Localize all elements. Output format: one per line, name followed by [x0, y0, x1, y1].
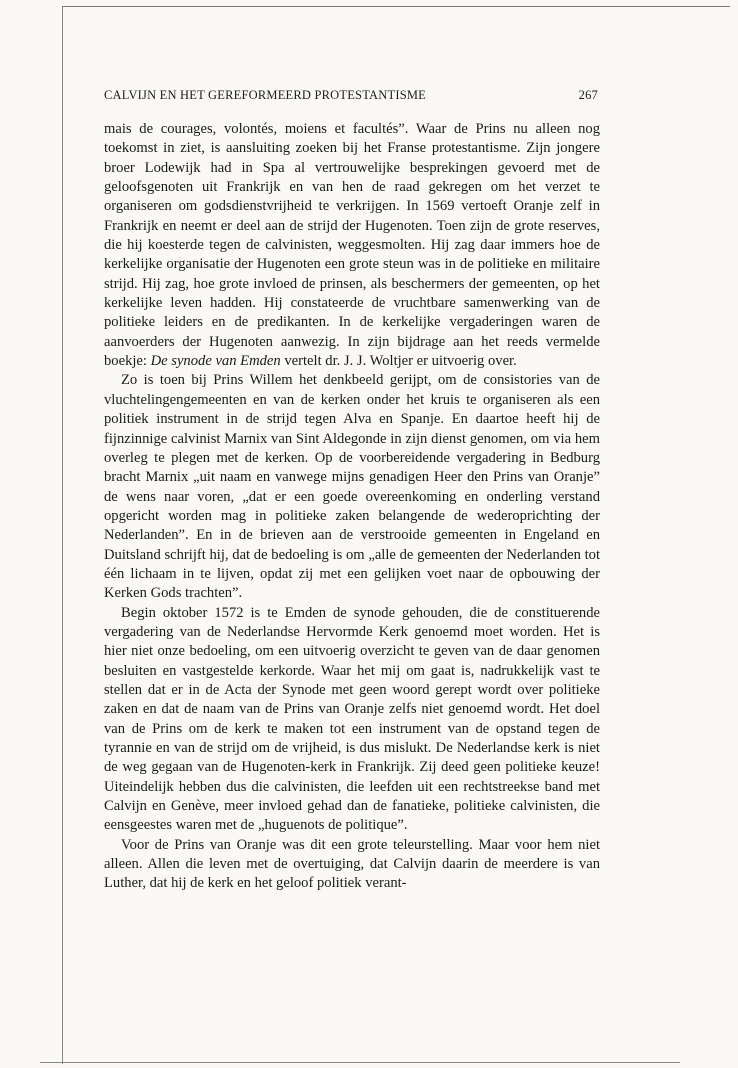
paragraph-3: Begin oktober 1572 is te Emden de synode gehouden, die de constituerende vergadering van de Nederlandse Hervormde Kerk genoemd moet worden. Het is hier niet onze bedoeling, om een uitvoerig overzicht te geven van de daar genomen besluiten en vastgestelde kerkorde. Waar het mij om gaat is, nadrukkelijk vast te stellen dat er in de Acta der Synode met geen woord gerept wordt over politieke zaken en dat de naam van de Prins van Oranje zelfs niet genoemd wordt. Het doel van de Prins om de kerk te maken tot een instrument van de opstand tegen de tyrannie en van de strijd om de vrijheid, is dus mislukt. De Nederlandse kerk is niet de weg gegaan van de Hugenoten-kerk in Frankrijk. Zij deed geen politieke keuze! Uiteindelijk hebben dus die calvinisten, die leefden uit een rechtstreekse band met Calvijn en Genève, meer invloed gehad dan de fanatieke, politieke calvinisten, die eensgeestes waren met de „huguenots de politique”.	[104, 604, 600, 834]
running-title: CALVIJN EN HET GEREFORMEERD PROTESTANTISME	[104, 88, 426, 102]
page-number: 267	[578, 88, 598, 102]
page-edge-left	[62, 6, 63, 1064]
page-edge-bottom	[40, 1062, 680, 1063]
paragraph-1-text: mais de courages, volontés, moiens et facultés”. Waar de Prins nu alleen nog toekomst in ziet, is aansluiting zoeken bij het Franse protestantisme. Zijn jongere broer Lodewijk had in Spa al vertrouwelijke besprekingen gevoerd met de geloofsgenoten uit Frankrijk en van hen de raad gekregen om het verzet te organiseren om godsdienstvrijheid te verkrijgen. In 1569 vertoeft Oranje zelf in Frankrijk en neemt er deel aan de strijd der Hugenoten. Toen zijn de grote reserves, die hij koesterde tegen de calvinisten, weggesmolten. Hij zag daar immers hoe de kerkelijke organisatie der Hugenoten een grote steun was in de politieke en militaire strijd. Hij zag, hoe grote invloed de prinsen, als beschermers der gemeenten, op het kerkelijke leven hadden. Hij constateerde de vruchtbare samenwerking van de politieke leiders en de predikanten. In de kerkelijke vergaderingen waren de aanvoerders der Hugenoten aanwezig. In zijn bijdrage aan het reeds vermelde boekje:	[104, 121, 600, 370]
paragraph-2: Zo is toen bij Prins Willem het denkbeeld gerijpt, om de consistories van de vluchtelingengemeenten en van de kerken onder het kruis te organiseren als een politiek instrument in de strijd tegen Alva en Spanje. En daartoe heeft hij de fijnzinnige calvinist Marnix van Sint Aldegonde in zijn dienst genomen, om via hem overleg te plegen met de kerken. Op de voorbereidende vergadering in Bedburg bracht Marnix „uit naam en vanwege mijns genadigen Heer den Prins van Oranje” de wens naar voren, „dat er een goede overeenkoming en onderling verstand opgericht worden mag in politieke zaken belangende de wederoprichting der Nederlanden”. En in de brieven aan de verstrooide gemeenten in Engeland en Duitsland schrijft hij, dat de bedoeling is om „alle de gemeenten der Nederlanden tot één lichaam in te lijven, opdat zij met een gelijken voet naar de opbouwing der Kerken Gods trachten”.	[104, 372, 600, 602]
paragraph-4: Voor de Prins van Oranje was dit een grote teleurstelling. Maar voor hem niet alleen. Allen die leven met de overtuiging, dat Calvijn daarin de meerdere is van Luther, dat hij de kerk en het geloof politiek verant-	[104, 836, 600, 892]
page-edge-top	[62, 6, 730, 7]
paragraph-1-end: vertelt dr. J. J. Woltjer er uitvoerig over.	[280, 353, 517, 370]
book-title-italic: De synode van Emden	[150, 353, 281, 370]
body-text	[104, 120, 600, 894]
paragraph-1	[104, 120, 600, 371]
